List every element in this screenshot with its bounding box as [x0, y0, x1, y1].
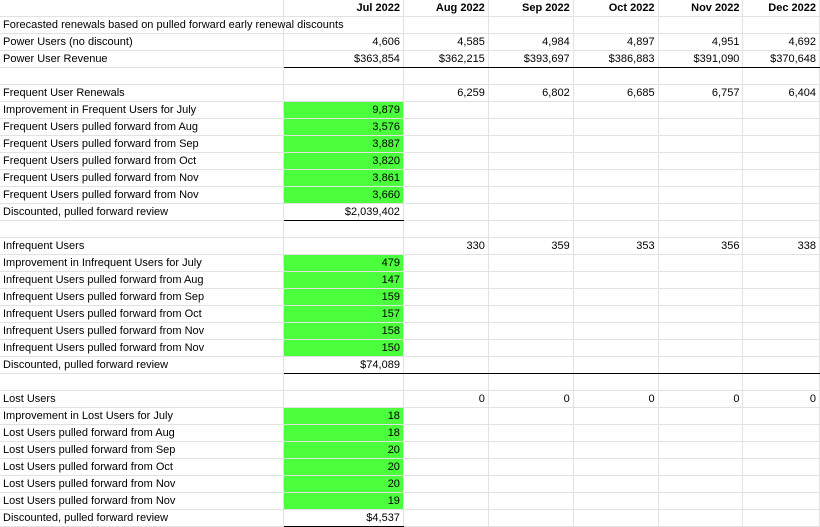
cell[interactable]: [573, 476, 658, 493]
infrequent-aug[interactable]: 330: [403, 238, 488, 255]
cell[interactable]: [743, 374, 820, 391]
cell[interactable]: [0, 374, 284, 391]
cell[interactable]: [573, 204, 658, 221]
cell[interactable]: [658, 510, 743, 527]
row-value[interactable]: 157: [284, 306, 403, 323]
power-users-nov[interactable]: 4,951: [658, 34, 743, 51]
infrequent-total-value[interactable]: $74,089: [284, 357, 403, 374]
cell[interactable]: [488, 17, 573, 34]
cell[interactable]: [658, 17, 743, 34]
cell[interactable]: [573, 323, 658, 340]
cell[interactable]: [573, 357, 658, 374]
cell[interactable]: [658, 204, 743, 221]
cell[interactable]: [284, 85, 403, 102]
table-row: [0, 425, 820, 442]
cell[interactable]: [573, 493, 658, 510]
power-revenue-jul[interactable]: $363,854: [284, 51, 403, 68]
column-header-aug[interactable]: Aug 2022: [403, 0, 488, 17]
row-label[interactable]: Lost Users pulled forward from Oct: [0, 459, 284, 476]
cell-header-blank[interactable]: [0, 0, 284, 17]
frequent-sep[interactable]: 6,802: [488, 85, 573, 102]
cell[interactable]: [658, 476, 743, 493]
title-row: [0, 17, 820, 34]
cell[interactable]: [743, 221, 820, 238]
table-row: [0, 442, 820, 459]
power-revenue-aug[interactable]: $362,215: [403, 51, 488, 68]
cell[interactable]: [573, 170, 658, 187]
cell[interactable]: [284, 238, 403, 255]
power-revenue-dec[interactable]: $370,648: [743, 51, 820, 68]
cell[interactable]: [488, 425, 573, 442]
cell[interactable]: [488, 476, 573, 493]
cell[interactable]: [488, 255, 573, 272]
lost-oct[interactable]: 0: [573, 391, 658, 408]
lost-total-label[interactable]: Discounted, pulled forward review: [0, 510, 284, 527]
cell[interactable]: [743, 153, 820, 170]
cell[interactable]: [573, 442, 658, 459]
column-header-dec[interactable]: Dec 2022: [743, 0, 820, 17]
power-users-label[interactable]: Power Users (no discount): [0, 34, 284, 51]
cell[interactable]: [658, 408, 743, 425]
cell[interactable]: [743, 187, 820, 204]
frequent-aug[interactable]: 6,259: [403, 85, 488, 102]
cell[interactable]: [573, 306, 658, 323]
spacer-row: [0, 221, 820, 238]
cell[interactable]: [403, 357, 488, 374]
cell[interactable]: [488, 374, 573, 391]
lost-total-value[interactable]: $4,537: [284, 510, 403, 527]
row-label[interactable]: Infrequent Users pulled forward from Aug: [0, 272, 284, 289]
cell[interactable]: [573, 408, 658, 425]
row-label[interactable]: Infrequent Users pulled forward from Oct: [0, 306, 284, 323]
row-label[interactable]: Infrequent Users pulled forward from Nov: [0, 340, 284, 357]
cell[interactable]: [488, 136, 573, 153]
table-row: [0, 136, 820, 153]
cell[interactable]: [658, 357, 743, 374]
cell[interactable]: [658, 136, 743, 153]
lost-section-label[interactable]: Lost Users: [0, 391, 284, 408]
infrequent-nov[interactable]: 356: [658, 238, 743, 255]
table-row: [0, 323, 820, 340]
cell[interactable]: [403, 476, 488, 493]
power-revenue-sep[interactable]: $393,697: [488, 51, 573, 68]
row-value[interactable]: 18: [284, 408, 403, 425]
cell[interactable]: [488, 357, 573, 374]
table-row: [0, 408, 820, 425]
cell[interactable]: [573, 153, 658, 170]
cell[interactable]: [403, 153, 488, 170]
table-row: [0, 459, 820, 476]
cell[interactable]: [488, 204, 573, 221]
cell[interactable]: [403, 255, 488, 272]
cell[interactable]: [488, 459, 573, 476]
cell[interactable]: [658, 221, 743, 238]
cell[interactable]: [743, 340, 820, 357]
frequent-total-label[interactable]: Discounted, pulled forward review: [0, 204, 284, 221]
cell[interactable]: [403, 289, 488, 306]
lost-nov[interactable]: 0: [658, 391, 743, 408]
cell[interactable]: [743, 272, 820, 289]
row-value[interactable]: 159: [284, 289, 403, 306]
cell[interactable]: [658, 170, 743, 187]
row-label[interactable]: Improvement in Infrequent Users for July: [0, 255, 284, 272]
row-label[interactable]: Lost Users pulled forward from Nov: [0, 493, 284, 510]
cell[interactable]: [284, 221, 403, 238]
header-row: [0, 0, 820, 17]
cell[interactable]: [403, 459, 488, 476]
cell[interactable]: [743, 510, 820, 527]
cell[interactable]: [403, 68, 488, 85]
cell[interactable]: [658, 272, 743, 289]
frequent-total-value[interactable]: $2,039,402: [284, 204, 403, 221]
cell[interactable]: [743, 289, 820, 306]
cell[interactable]: [658, 323, 743, 340]
power-revenue-label[interactable]: Power User Revenue: [0, 51, 284, 68]
table-row: [0, 153, 820, 170]
row-label[interactable]: Improvement in Frequent Users for July: [0, 102, 284, 119]
cell[interactable]: [573, 17, 658, 34]
cell[interactable]: [573, 510, 658, 527]
cell[interactable]: [403, 408, 488, 425]
lost-header-row: [0, 391, 820, 408]
row-value[interactable]: 3,820: [284, 153, 403, 170]
infrequent-oct[interactable]: 353: [573, 238, 658, 255]
cell[interactable]: [403, 204, 488, 221]
cell[interactable]: [403, 187, 488, 204]
cell[interactable]: [658, 306, 743, 323]
cell[interactable]: [403, 425, 488, 442]
cell[interactable]: [403, 272, 488, 289]
cell[interactable]: [658, 374, 743, 391]
cell[interactable]: [403, 136, 488, 153]
cell[interactable]: [658, 289, 743, 306]
power-users-row: [0, 34, 820, 51]
row-label[interactable]: Infrequent Users pulled forward from Sep: [0, 289, 284, 306]
table-row: [0, 170, 820, 187]
cell[interactable]: [573, 221, 658, 238]
infrequent-section-label[interactable]: Infrequent Users: [0, 238, 284, 255]
lost-total-row: [0, 510, 820, 527]
row-value[interactable]: 3,576: [284, 119, 403, 136]
cell[interactable]: [743, 204, 820, 221]
cell[interactable]: [284, 391, 403, 408]
power-revenue-oct[interactable]: $386,883: [573, 51, 658, 68]
cell[interactable]: [743, 476, 820, 493]
cell[interactable]: [743, 17, 820, 34]
power-users-oct[interactable]: 4,897: [573, 34, 658, 51]
cell[interactable]: [573, 187, 658, 204]
cell[interactable]: [0, 68, 284, 85]
row-label[interactable]: Frequent Users pulled forward from Aug: [0, 119, 284, 136]
cell[interactable]: [284, 374, 403, 391]
power-revenue-nov[interactable]: $391,090: [658, 51, 743, 68]
cell[interactable]: [743, 170, 820, 187]
power-revenue-row: [0, 51, 820, 68]
lost-sep[interactable]: 0: [488, 391, 573, 408]
cell[interactable]: [573, 255, 658, 272]
cell[interactable]: [743, 459, 820, 476]
cell[interactable]: [488, 289, 573, 306]
cell[interactable]: [743, 119, 820, 136]
cell[interactable]: [658, 425, 743, 442]
cell[interactable]: [403, 170, 488, 187]
row-value[interactable]: 147: [284, 272, 403, 289]
cell[interactable]: [658, 119, 743, 136]
cell[interactable]: [284, 68, 403, 85]
cell[interactable]: [403, 493, 488, 510]
row-label[interactable]: Frequent Users pulled forward from Nov: [0, 170, 284, 187]
infrequent-sep[interactable]: 359: [488, 238, 573, 255]
cell[interactable]: [658, 255, 743, 272]
frequent-dec[interactable]: 6,404: [743, 85, 820, 102]
power-users-sep[interactable]: 4,984: [488, 34, 573, 51]
row-value[interactable]: 3,861: [284, 170, 403, 187]
table-row: [0, 476, 820, 493]
cell[interactable]: [743, 357, 820, 374]
cell[interactable]: [573, 272, 658, 289]
row-value[interactable]: 479: [284, 255, 403, 272]
cell[interactable]: [403, 323, 488, 340]
column-header-sep[interactable]: Sep 2022: [488, 0, 573, 17]
table-row: [0, 102, 820, 119]
row-value[interactable]: 20: [284, 442, 403, 459]
power-users-aug[interactable]: 4,585: [403, 34, 488, 51]
cell[interactable]: [743, 425, 820, 442]
frequent-nov[interactable]: 6,757: [658, 85, 743, 102]
cell[interactable]: [743, 102, 820, 119]
cell[interactable]: [573, 374, 658, 391]
cell[interactable]: [403, 442, 488, 459]
cell[interactable]: [488, 408, 573, 425]
cell[interactable]: [743, 442, 820, 459]
cell[interactable]: [743, 255, 820, 272]
cell[interactable]: [743, 408, 820, 425]
row-label[interactable]: Frequent Users pulled forward from Nov: [0, 187, 284, 204]
table-row: [0, 187, 820, 204]
cell[interactable]: [573, 459, 658, 476]
cell[interactable]: [488, 442, 573, 459]
cell[interactable]: [573, 68, 658, 85]
table-row: [0, 340, 820, 357]
cell[interactable]: [488, 221, 573, 238]
cell[interactable]: [488, 340, 573, 357]
spacer-row: [0, 374, 820, 391]
cell[interactable]: [403, 510, 488, 527]
lost-aug[interactable]: 0: [403, 391, 488, 408]
frequent-header-row: [0, 85, 820, 102]
cell[interactable]: [658, 68, 743, 85]
cell[interactable]: [743, 323, 820, 340]
row-value[interactable]: 3,660: [284, 187, 403, 204]
cell[interactable]: [743, 136, 820, 153]
table-row: [0, 306, 820, 323]
cell[interactable]: [573, 119, 658, 136]
cell[interactable]: [403, 374, 488, 391]
cell[interactable]: [488, 493, 573, 510]
row-label[interactable]: Frequent Users pulled forward from Sep: [0, 136, 284, 153]
cell[interactable]: [403, 102, 488, 119]
table-row: [0, 493, 820, 510]
row-label[interactable]: Infrequent Users pulled forward from Nov: [0, 323, 284, 340]
row-value[interactable]: 19: [284, 493, 403, 510]
row-value[interactable]: 3,887: [284, 136, 403, 153]
infrequent-total-label[interactable]: Discounted, pulled forward review: [0, 357, 284, 374]
row-value[interactable]: 20: [284, 459, 403, 476]
cell[interactable]: [0, 221, 284, 238]
cell[interactable]: [403, 119, 488, 136]
row-value[interactable]: 20: [284, 476, 403, 493]
column-header-nov[interactable]: Nov 2022: [658, 0, 743, 17]
cell[interactable]: [488, 119, 573, 136]
row-value[interactable]: 150: [284, 340, 403, 357]
cell[interactable]: [658, 493, 743, 510]
sheet-title[interactable]: Forecasted renewals based on pulled forward early renewal discounts: [0, 17, 284, 34]
cell[interactable]: [488, 323, 573, 340]
cell[interactable]: [403, 221, 488, 238]
frequent-total-row: [0, 204, 820, 221]
cell[interactable]: [488, 153, 573, 170]
table-row: [0, 289, 820, 306]
frequent-section-label[interactable]: Frequent User Renewals: [0, 85, 284, 102]
cell[interactable]: [573, 136, 658, 153]
cell[interactable]: [573, 289, 658, 306]
cell[interactable]: [573, 102, 658, 119]
column-header-oct[interactable]: Oct 2022: [573, 0, 658, 17]
table-row: [0, 272, 820, 289]
row-label[interactable]: Lost Users pulled forward from Nov: [0, 476, 284, 493]
cell[interactable]: [743, 68, 820, 85]
cell[interactable]: [658, 102, 743, 119]
cell[interactable]: [743, 306, 820, 323]
cell[interactable]: [658, 459, 743, 476]
cell[interactable]: [658, 187, 743, 204]
spacer-row: [0, 68, 820, 85]
cell[interactable]: [403, 340, 488, 357]
row-label[interactable]: Frequent Users pulled forward from Oct: [0, 153, 284, 170]
cell[interactable]: [488, 510, 573, 527]
table-row: [0, 255, 820, 272]
cell[interactable]: [573, 425, 658, 442]
row-value[interactable]: 18: [284, 425, 403, 442]
row-label[interactable]: Improvement in Lost Users for July: [0, 408, 284, 425]
cell[interactable]: [488, 170, 573, 187]
column-header-jul[interactable]: Jul 2022: [284, 0, 403, 17]
lost-dec[interactable]: 0: [743, 391, 820, 408]
power-users-dec[interactable]: 4,692: [743, 34, 820, 51]
infrequent-header-row: [0, 238, 820, 255]
cell[interactable]: [403, 17, 488, 34]
cell[interactable]: [403, 306, 488, 323]
row-label[interactable]: Lost Users pulled forward from Aug: [0, 425, 284, 442]
infrequent-total-row: [0, 357, 820, 374]
row-label[interactable]: Lost Users pulled forward from Sep: [0, 442, 284, 459]
power-users-jul[interactable]: 4,606: [284, 34, 403, 51]
table-row: [0, 119, 820, 136]
cell[interactable]: [488, 68, 573, 85]
cell[interactable]: [488, 187, 573, 204]
infrequent-dec[interactable]: 338: [743, 238, 820, 255]
cell[interactable]: [488, 306, 573, 323]
cell[interactable]: [488, 272, 573, 289]
frequent-oct[interactable]: 6,685: [573, 85, 658, 102]
cell[interactable]: [658, 153, 743, 170]
row-value[interactable]: 9,879: [284, 102, 403, 119]
cell[interactable]: [573, 340, 658, 357]
cell[interactable]: [658, 442, 743, 459]
row-value[interactable]: 158: [284, 323, 403, 340]
cell[interactable]: [488, 102, 573, 119]
cell[interactable]: [658, 340, 743, 357]
cell[interactable]: [743, 493, 820, 510]
